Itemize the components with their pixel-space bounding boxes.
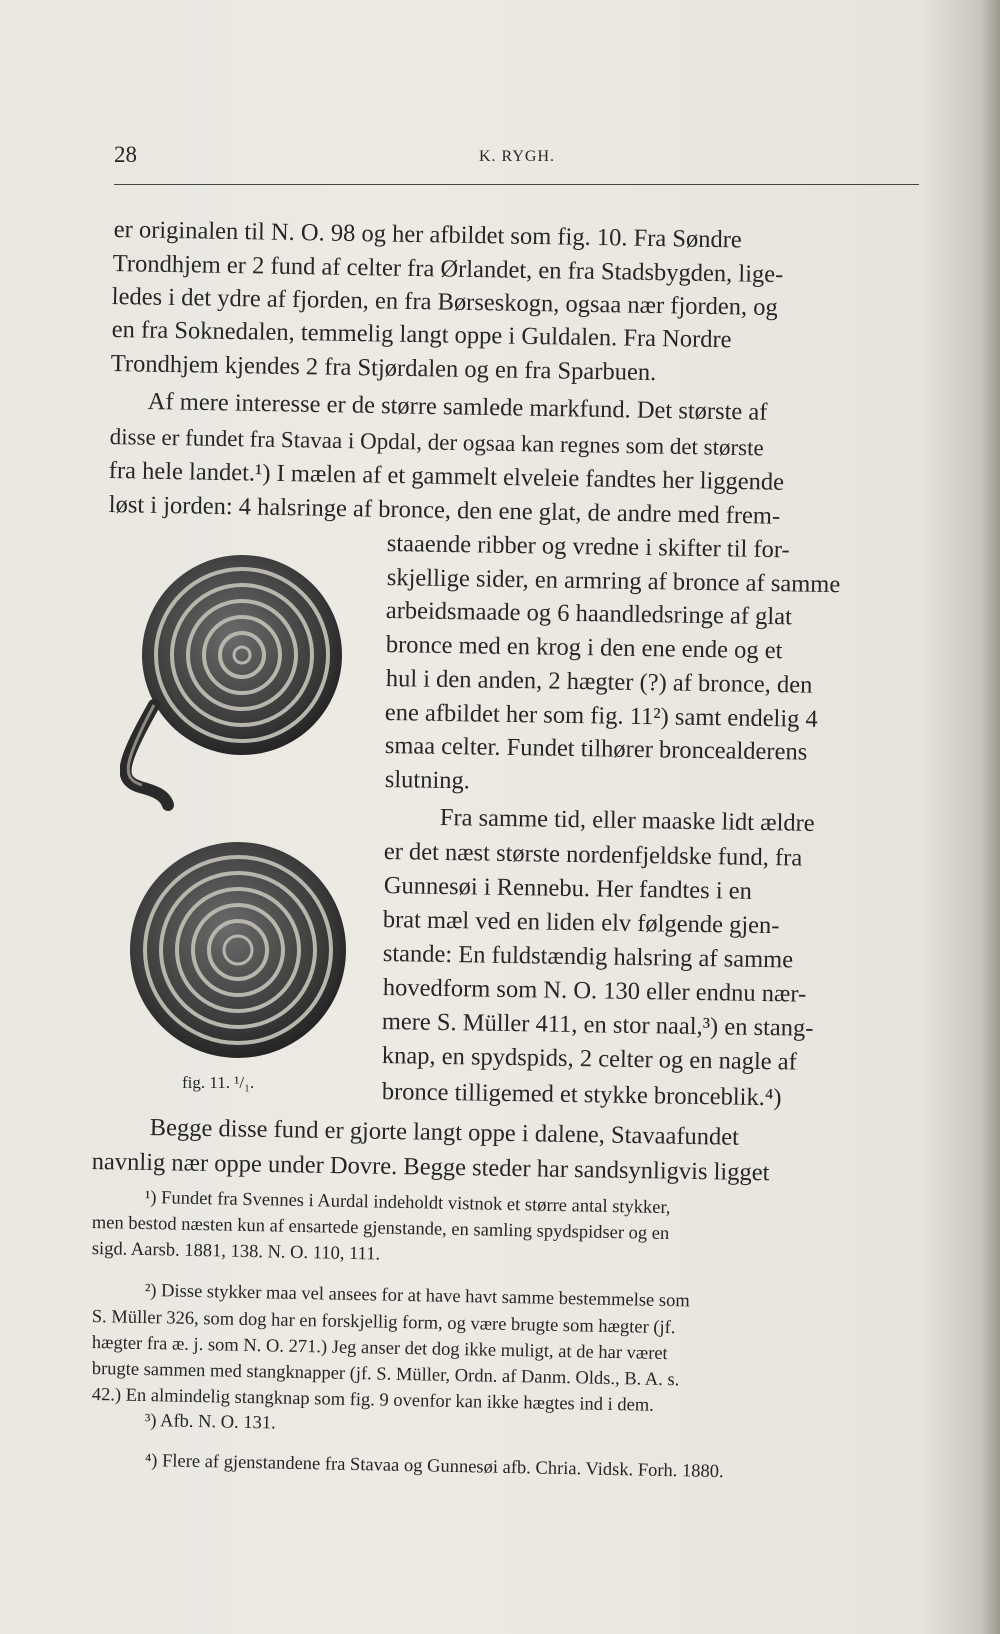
body-line: mere S. Müller 411, en stor naal,³) en stang- — [381, 1008, 814, 1042]
footnote-line: brugte sammen med stangknapper (jf. S. Müller, Ordn. af Danm. Olds., B. A. s. — [91, 1359, 680, 1391]
body-line: hul i den anden, 2 hægter (?) af bronce, den — [385, 665, 813, 699]
footnote-line: men bestod næsten kun af ensartede gjenstande, en samling spydspidser og en — [91, 1213, 670, 1245]
body-line: ledes i det ydre af fjorden, en fra Børseskogn, ogsaa nær fjorden, og — [111, 283, 779, 322]
body-line: er originalen til N. O. 98 og her afbildet som fig. 10. Fra Søndre — [113, 216, 742, 254]
body-line: staaende ribber og vredne i skifter til for- — [386, 530, 790, 564]
body-line: slutning. — [384, 766, 471, 795]
footnote-line: hægter fra æ. j. som N. O. 271.) Jeg anser det dog ikke muligt, at de har været — [91, 1333, 668, 1365]
body-line: smaa celter. Fundet tilhører broncealderens — [384, 732, 808, 766]
body-line: skjellige sider, en armring af bronce af samme — [386, 564, 841, 599]
footnote-line: ²) Disse stykker maa vel ansees for at have havt samme bestemmelse som — [144, 1281, 690, 1312]
body-line: hovedform som N. O. 130 eller endnu nær- — [382, 974, 807, 1008]
bronze-double-spiral-hook-illustration — [120, 555, 390, 1100]
body-line: en fra Soknedalen, temmelig langt oppe i Guldalen. Fra Nordre — [111, 316, 732, 354]
body-line: knap, en spydspids, 2 celter og en nagle af — [381, 1042, 798, 1076]
footnote-line: sigd. Aarsb. 1881, 138. N. O. 110, 111. — [91, 1239, 381, 1265]
body-line: ene afbildet her som fig. 11²) samt endelig 4 — [384, 699, 819, 733]
footnote-line: ¹) Fundet fra Svennes i Aurdal indeholdt vistnok et større antal stykker, — [144, 1188, 671, 1219]
footnote-line: 42.) En almindelig stangknap som fig. 9 ovenfor kan ikke hægtes ind i dem. — [91, 1385, 655, 1416]
body-line: Af mere interesse er de større samlede markfund. Det største af — [147, 388, 768, 426]
body-line: bronce med en krog i den ene ende og et — [385, 631, 783, 665]
body-line: brat mæl ved en liden elv følgende gjen- — [382, 906, 780, 940]
body-line: løst i jorden: 4 halsringe af bronce, den ene glat, de andre med frem- — [108, 491, 781, 530]
body-line: navnlig nær oppe under Dovre. Begge steder har sandsynligvis ligget — [91, 1148, 770, 1187]
body-line: Trondhjem kjendes 2 fra Stjørdalen og en fra Sparbuen. — [110, 350, 657, 387]
footnote-line: ⁴) Flere af gjenstandene fra Stavaa og Gunnesøi afb. Chria. Vidsk. Forh. 1880. — [144, 1451, 724, 1483]
body-line: Gunnesøi i Rennebu. Her fandtes i en — [383, 872, 753, 905]
body-line: disse er fundet fra Stavaa i Opdal, der ogsaa kan regnes som det største — [109, 424, 764, 461]
body-line: er det næst største nordenfjeldske fund, fra — [383, 838, 803, 872]
body-line: fra hele landet.¹) I mælen af et gammelt elveleie fandtes her liggende — [108, 457, 785, 496]
page-header — [114, 142, 919, 185]
body-line: stande: En fuldstændig halsring af samme — [382, 940, 794, 974]
body-line: Trondhjem er 2 fund af celter fra Ørlandet, en fra Stadsbygden, lige- — [112, 250, 784, 289]
body-line: Begge disse fund er gjorte langt oppe i dalene, Stavaafundet — [149, 1114, 740, 1151]
footnote-line: S. Müller 326, som dog har en forskjellig form, og være brugte som hægter (jf. — [91, 1307, 676, 1339]
body-line: Fra samme tid, eller maaske lidt ældre — [439, 804, 815, 837]
body-line: arbeidsmaade og 6 haandledsringe af glat — [385, 597, 793, 631]
footnote-line: ³) Afb. N. O. 131. — [144, 1411, 276, 1434]
figure-11 — [120, 555, 390, 1100]
running-head: K. RYGH. — [479, 148, 556, 165]
figure-caption: fig. 11. ¹/₁. — [182, 1073, 255, 1092]
body-line: bronce tilligemed et stykke bronceblik.⁴) — [381, 1078, 782, 1112]
page-number: 28 — [114, 142, 137, 167]
